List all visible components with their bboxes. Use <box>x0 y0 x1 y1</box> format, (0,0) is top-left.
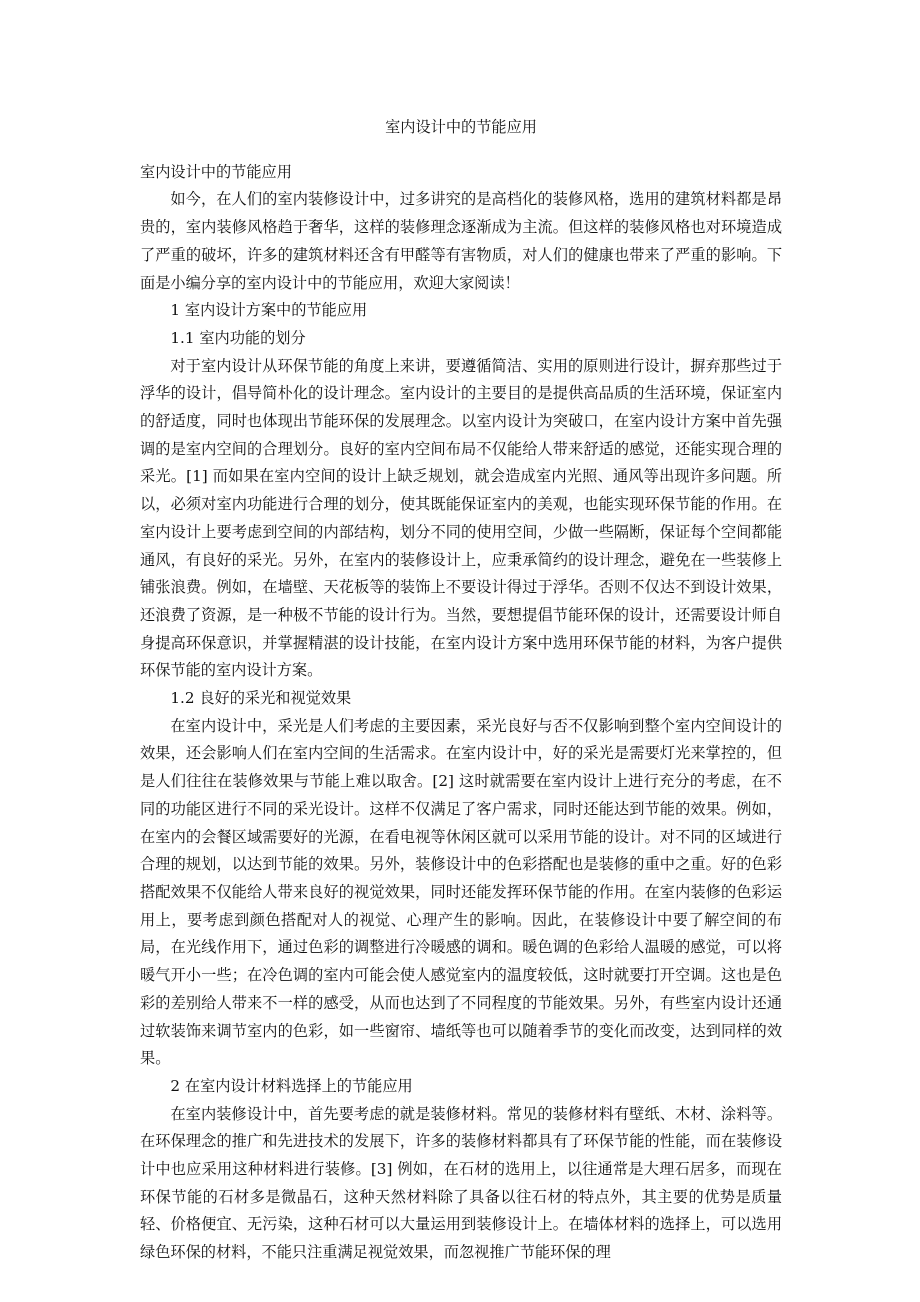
section-1-1-heading: 1.1 室内功能的划分 <box>170 328 306 347</box>
section-1-2-heading: 1.2 良好的采光和视觉效果 <box>170 689 352 708</box>
document-title: 室内设计中的节能应用 <box>385 118 537 136</box>
section-1-2-paragraph: 在室内设计中，采光是人们考虑的主要因素，采光良好与否不仅影响到整个室内空间设计的效果，还会影响人们在室内空间的生活需求。在室内设计中，好的采光是需要灯光来掌控的，但是人们往往在装修效果与节能上难以取舍。[2] 这时就需要在室内设计上进行充分的考虑，在不同的功能区进行不同的采光设计。这样不仅满足了客户需求，同时还能达到节能的效果。例如，在室内的会餐区域需要好的光源，在看电视等休闲区就可以采用节能的设计。对不同的区域进行合理的规划，以达到节能的效果。另外，装修设计中的色彩搭配也是装修的重中之重。好的色彩搭配效果不仅能给人带来良好的视觉效果，同时还能发挥环保节能的作用。在室内装修的色彩运用上，要考虑到颜色搭配对人的视觉、心理产生的影响。因此，在装修设计中要了解空间的布局，在光线作用下，通过色彩的调整进行冷暖感的调和。暖色调的色彩给人温暖的感觉，可以将暖气开小一些；在冷色调的室内可能会使人感觉室内的温度较低，这时就要打开空调。这也是色彩的差别给人带来不一样的感受，从而也达到了不同程度的节能效果。另外，有些室内设计还通过软装饰来调节室内的色彩，如一些窗帘、墙纸等也可以随着季节的变化而改变，达到同样的效果。 <box>140 716 782 1068</box>
intro-paragraph: 如今，在人们的室内装修设计中，过多讲究的是高档化的装修风格，选用的建筑材料都是昂贵的，室内装修风格趋于奢华，这样的装修理念逐渐成为主流。但这样的装修风格也对环境造成了严重的破坏，许多的建筑材料还含有甲醛等有害物质，对人们的健康也带来了严重的影响。下面是小编分享的室内设计中的节能应用，欢迎大家阅读！ <box>140 190 782 292</box>
document-page <box>140 114 782 1267</box>
section-2-heading: 2 在室内设计材料选择上的节能应用 <box>170 1076 413 1095</box>
section-1-1-paragraph: 对于室内设计从环保节能的角度上来讲，要遵循简洁、实用的原则进行设计，摒弃那些过于浮华的设计，倡导简朴化的设计理念。室内设计的主要目的是提供高品质的生活环境，保证室内的舒适度，同时也体现出节能环保的发展理念。以室内设计为突破口，在室内设计方案中首先强调的是室内空间的合理划分。良好的室内空间布局不仅能给人带来舒适的感觉，还能实现合理的采光。[1] 而如果在室内空间的设计上缺乏规划，就会造成室内光照、通风等出现许多问题。所以，必须对室内功能进行合理的划分，使其既能保证室内的美观，也能实现环保节能的作用。在室内设计上要考虑到空间的内部结构，划分不同的使用空间，少做一些隔断，保证每个空间都能通风，有良好的采光。另外，在室内的装修设计上，应秉承简约的设计理念，避免在一些装修上铺张浪费。例如，在墙壁、天花板等的装饰上不要设计得过于浮华。否则不仅达不到设计效果，还浪费了资源，是一种极不节能的设计行为。当然，要想提倡节能环保的设计，还需要设计师自身提高环保意识，并掌握精湛的设计技能，在室内设计方案中选用环保节能的材料，为客户提供环保节能的室内设计方案。 <box>140 356 782 680</box>
section-1-heading: 1 室内设计方案中的节能应用 <box>170 301 368 320</box>
section-2-paragraph: 在室内装修设计中，首先要考虑的就是装修材料。常见的装修材料有壁纸、木材、涂料等。在环保理念的推广和先进技术的发展下，许多的装修材料都具有了环保节能的性能，而在装修设计中也应采用这种材料进行装修。[3] 例如，在石材的选用上，以往通常是大理石居多，而现在环保节能的石材多是微晶石，这种天然材料除了具备以往石材的特点外，其主要的优势是质量轻、价格便宜、无污染，这种石材可以大量运用到装修设计上。在墙体材料的选择上，可以选用绿色环保的材料，不能只注重满足视觉效果，而忽视推广节能环保的理 <box>140 1104 782 1262</box>
document-subtitle: 室内设计中的节能应用 <box>140 162 292 181</box>
